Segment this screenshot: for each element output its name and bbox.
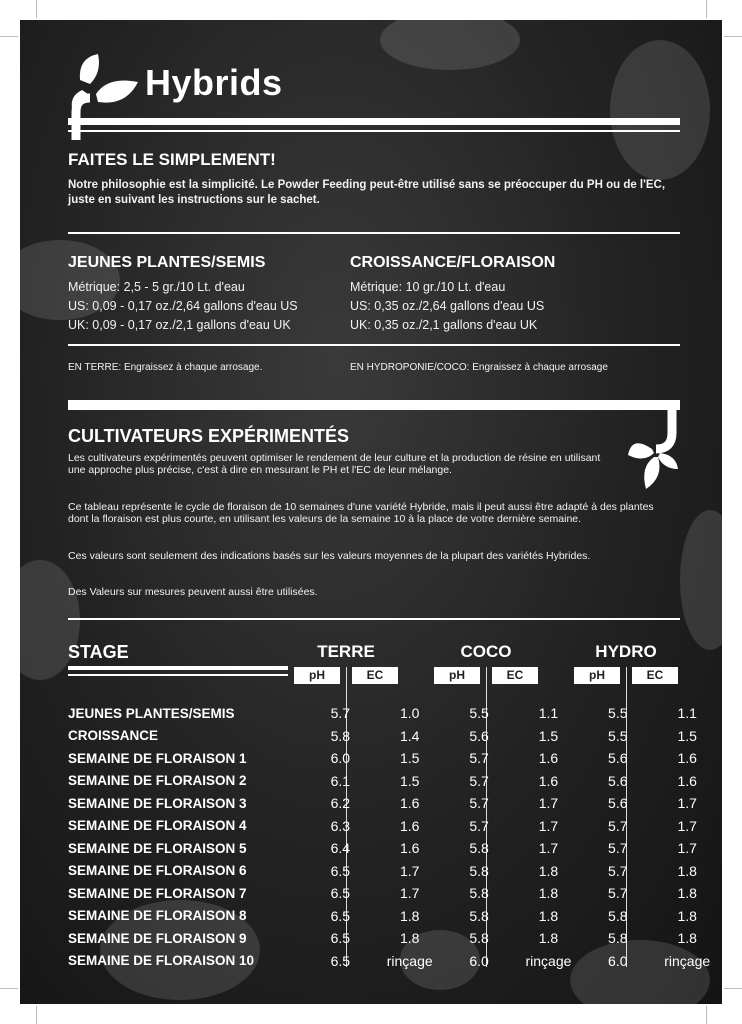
ph-value: 5.8 <box>469 930 489 947</box>
ec-value: 1.8 <box>538 862 559 879</box>
ph-value: 5.8 <box>469 885 489 902</box>
experts-heading: CULTIVATEURS EXPÉRIMENTÉS <box>68 426 350 446</box>
experts-rule <box>68 400 680 410</box>
experts-paragraph-1: Les cultivateurs expérimentés peuvent optimiser le rendement de leur culture et la production de résine en utilisant une approche plus précise, c'est à dire en mesurant le PH et l'EC de leur mélange. <box>68 452 601 476</box>
ec-value: 1.7 <box>677 817 697 834</box>
group-coco: COCO <box>460 642 512 661</box>
stage-name: SEMAINE DE FLORAISON 9 <box>68 930 247 946</box>
divider <box>68 344 680 346</box>
intro-heading: FAITES LE SIMPLEMENT! <box>68 150 276 169</box>
ec-value: 1.5 <box>677 727 697 744</box>
stage-name: SEMAINE DE FLORAISON 6 <box>68 863 247 879</box>
ec-value: 1.7 <box>538 795 559 812</box>
stage-name: SEMAINE DE FLORAISON 2 <box>68 773 247 789</box>
ec-value: 1.7 <box>677 840 697 857</box>
brochure-page <box>20 20 722 1004</box>
divider <box>68 618 680 620</box>
ph-value: 5.7 <box>608 862 628 879</box>
experts-paragraph-2: Ce tableau représente le cycle de floraison de 10 semaines d'une variété Hybride, mais il peut aussi être adapté à des plantes dont la floraison est plus courte, en utilisant les valeurs de la semaine 10 à la place de votre dernière semaine. <box>68 501 654 525</box>
stage-name: CROISSANCE <box>68 728 159 744</box>
ph-value: 5.5 <box>469 705 489 722</box>
ec-value: 1.7 <box>677 795 697 812</box>
ec-value: 1.6 <box>538 750 559 767</box>
ec-value: 1.6 <box>538 772 559 789</box>
table-row <box>68 950 722 973</box>
growth-line-3: UK: 0,35 oz./2,1 gallons d'eau UK <box>350 318 538 332</box>
experts-paragraph-4: Des Valeurs sur mesures peuvent aussi être utilisées. <box>68 586 318 598</box>
table-row <box>68 770 722 793</box>
stage-name: SEMAINE DE FLORAISON 3 <box>68 795 247 811</box>
ec-value: 1.0 <box>399 705 420 722</box>
ec-value: 1.8 <box>677 907 697 924</box>
stage-table <box>68 702 722 972</box>
ec-value: 1.7 <box>538 817 559 834</box>
ph-value: 5.6 <box>608 772 628 789</box>
header-rule <box>68 118 680 125</box>
ph-value: 5.5 <box>608 705 628 722</box>
stage-name: SEMAINE DE FLORAISON 10 <box>68 953 255 969</box>
ph-value: 5.6 <box>608 795 628 812</box>
ph-value: 6.4 <box>330 840 351 857</box>
ec-value: 1.6 <box>677 750 697 767</box>
ec-value: 1.8 <box>538 907 559 924</box>
stage-name: SEMAINE DE FLORAISON 1 <box>68 750 247 766</box>
ph-value: 6.5 <box>330 930 351 947</box>
ec-header-hydro: EC <box>632 667 678 684</box>
ph-value: 5.8 <box>469 840 489 857</box>
ec-value: 1.6 <box>677 772 697 789</box>
ec-value: rinçage <box>664 952 711 969</box>
ec-value: 1.6 <box>399 795 420 812</box>
young-heading: JEUNES PLANTES/SEMIS <box>68 254 266 271</box>
ec-value: 1.7 <box>399 885 420 902</box>
ph-value: 5.8 <box>469 907 489 924</box>
ph-value: 5.7 <box>330 705 351 722</box>
ec-value: 1.8 <box>677 862 697 879</box>
stage-underline-thin <box>68 674 288 676</box>
ph-value: 5.8 <box>469 862 489 879</box>
ph-header-terre: pH <box>294 667 340 684</box>
table-row <box>68 837 722 860</box>
group-hydro: HYDRO <box>595 642 657 661</box>
stage-label: STAGE <box>68 642 129 662</box>
ec-value: rinçage <box>525 952 572 969</box>
ph-value: 5.7 <box>469 750 489 767</box>
group-terre: TERRE <box>317 642 375 661</box>
ph-value: 5.7 <box>608 885 628 902</box>
page-title: Hybrids <box>145 62 283 103</box>
ph-value: 6.5 <box>330 907 351 924</box>
table-row <box>68 747 722 770</box>
ph-value: 6.5 <box>330 885 351 902</box>
ph-value: 5.7 <box>608 817 628 834</box>
crop-mark <box>724 36 742 37</box>
crop-mark <box>706 0 707 18</box>
stage-name: SEMAINE DE FLORAISON 4 <box>68 818 247 834</box>
ec-value: 1.5 <box>399 750 420 767</box>
ph-value: 6.5 <box>330 952 351 969</box>
leaf-corner-icon <box>620 405 690 495</box>
young-line-1: Métrique: 2,5 - 5 gr./10 Lt. d'eau <box>68 280 245 294</box>
table-row <box>68 702 722 725</box>
ph-value: 5.7 <box>469 817 489 834</box>
crop-mark <box>706 1006 707 1024</box>
ph-value: 5.7 <box>469 795 489 812</box>
ph-value: 6.0 <box>330 750 351 767</box>
ph-value: 5.7 <box>608 840 628 857</box>
ph-value: 5.8 <box>608 930 628 947</box>
ec-value: 1.1 <box>677 705 697 722</box>
crop-mark <box>0 36 18 37</box>
crop-mark <box>36 1006 37 1024</box>
ph-header-hydro: pH <box>574 667 620 684</box>
growth-line-2: US: 0,35 oz./2,64 gallons d'eau US <box>350 299 545 313</box>
table-row <box>68 882 722 905</box>
ec-header-coco: EC <box>492 667 538 684</box>
ph-value: 5.6 <box>608 750 628 767</box>
ph-value: 6.0 <box>469 952 489 969</box>
ph-value: 6.2 <box>330 795 351 812</box>
young-line-3: UK: 0,09 - 0,17 oz./2,1 gallons d'eau UK <box>68 318 291 332</box>
divider <box>68 232 680 234</box>
ec-value: 1.7 <box>538 840 559 857</box>
table-row <box>68 927 722 950</box>
table-row <box>68 792 722 815</box>
ec-value: 1.6 <box>399 840 420 857</box>
experts-paragraph-3: Ces valeurs sont seulement des indications basés sur les valeurs moyennes de la plupart des variétés Hybrides. <box>68 550 591 562</box>
ec-value: 1.5 <box>538 727 559 744</box>
stage-name: SEMAINE DE FLORAISON 5 <box>68 840 247 856</box>
ec-value: 1.8 <box>538 930 559 947</box>
growth-heading: CROISSANCE/FLORAISON <box>350 254 556 271</box>
ph-value: 5.7 <box>469 772 489 789</box>
stage-underline <box>68 666 288 670</box>
ec-value: 1.8 <box>538 885 559 902</box>
young-note: EN TERRE: Engraissez à chaque arrosage. <box>68 362 263 373</box>
stage-name: SEMAINE DE FLORAISON 7 <box>68 885 247 901</box>
ec-value: 1.1 <box>538 705 559 722</box>
ph-header-coco: pH <box>434 667 480 684</box>
table-row <box>68 905 722 928</box>
ph-value: 5.5 <box>608 727 628 744</box>
intro-text: Notre philosophie est la simplicité. Le Powder Feeding peut-être utilisé sans se préoccuper du PH ou de l'EC, juste en suivant les instructions sur le sachet. <box>68 179 666 206</box>
ec-value: 1.5 <box>399 772 420 789</box>
stage-name: SEMAINE DE FLORAISON 8 <box>68 908 247 924</box>
table-row <box>68 725 722 748</box>
ec-value: 1.8 <box>399 907 420 924</box>
young-line-2: US: 0,09 - 0,17 oz./2,64 gallons d'eau US <box>68 299 298 313</box>
ph-value: 5.8 <box>330 727 351 744</box>
ec-value: rinçage <box>386 952 433 969</box>
growth-line-1: Métrique: 10 gr./10 Lt. d'eau <box>350 280 506 294</box>
crop-mark <box>724 988 742 989</box>
ec-value: 1.7 <box>399 862 420 879</box>
crop-mark <box>0 988 18 989</box>
ph-value: 6.5 <box>330 862 351 879</box>
ph-value: 5.8 <box>608 907 628 924</box>
ec-header-terre: EC <box>352 667 398 684</box>
ec-value: 1.8 <box>399 930 420 947</box>
ph-value: 5.6 <box>469 727 489 744</box>
ph-value: 6.0 <box>608 952 628 969</box>
ph-value: 6.3 <box>330 817 351 834</box>
growth-note: EN HYDROPONIE/COCO: Engraissez à chaque arrosage <box>350 362 608 373</box>
ec-value: 1.8 <box>677 930 697 947</box>
ec-value: 1.4 <box>399 727 420 744</box>
crop-mark <box>36 0 37 18</box>
ph-value: 6.1 <box>330 772 351 789</box>
ec-value: 1.6 <box>399 817 420 834</box>
stage-name: JEUNES PLANTES/SEMIS <box>68 705 235 721</box>
table-row <box>68 815 722 838</box>
ec-value: 1.8 <box>677 885 697 902</box>
table-row <box>68 860 722 883</box>
header-rule-thin <box>68 130 680 132</box>
